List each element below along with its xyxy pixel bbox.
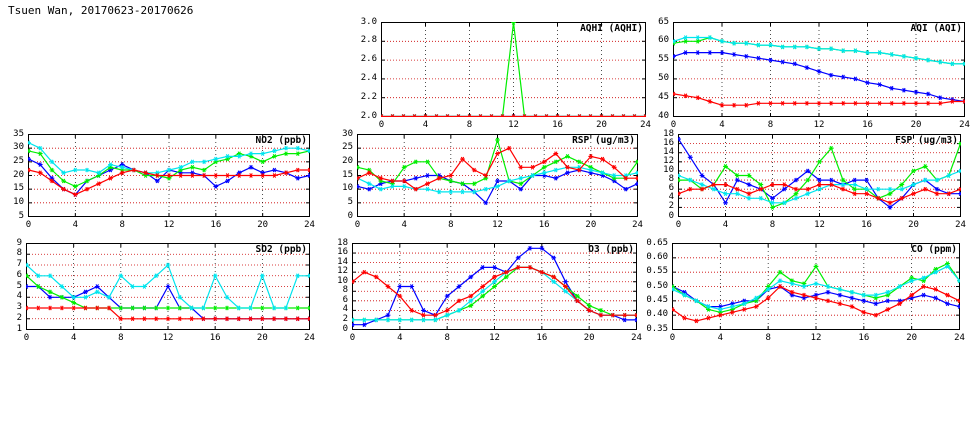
y-tick-label: 2.4 — [360, 72, 377, 83]
y-tick-label: 9 — [16, 237, 22, 248]
x-tick-label: 0 — [670, 120, 677, 130]
y-tick-label: 15 — [342, 169, 353, 180]
y-tick-label: 2.8 — [360, 35, 377, 46]
series-day2 — [678, 142, 961, 210]
y-tick-label: 25 — [13, 155, 24, 166]
y-tick-label: 5 — [347, 196, 353, 207]
plot-canvas — [673, 22, 965, 117]
x-tick-label: 0 — [378, 120, 385, 130]
y-tick-label: 55 — [658, 54, 669, 65]
x-tick-label: 24 — [304, 333, 315, 343]
chart-title: SO2 (ppb) — [255, 244, 307, 255]
y-tick-label: 8 — [16, 248, 22, 259]
x-tick-label: 0 — [354, 220, 361, 230]
x-tick-label: 0 — [349, 333, 356, 343]
y-tick-label: 8 — [668, 174, 674, 185]
y-tick-label: 16 — [337, 247, 348, 258]
y-tick-label: 4 — [16, 291, 22, 302]
x-tick-label: 8 — [466, 120, 473, 130]
y-tick-label: 20 — [13, 169, 24, 180]
x-tick-label: 8 — [444, 333, 450, 343]
x-tick-label: 20 — [583, 333, 595, 343]
y-tick-label: 4 — [668, 192, 674, 203]
y-tick-label: 0.45 — [646, 294, 668, 305]
y-tick-label: 0.55 — [646, 266, 668, 277]
y-tick-label: 0.35 — [646, 323, 668, 334]
y-tick-label: 45 — [658, 91, 669, 102]
x-tick-label: 4 — [401, 220, 407, 230]
x-tick-label: 0 — [23, 333, 30, 343]
chart-title: O3 (ppb) — [588, 244, 634, 255]
y-tick-label: 6 — [342, 294, 348, 305]
y-tick-label: 18 — [337, 237, 348, 248]
x-tick-label: 12 — [163, 220, 175, 230]
x-tick-label: 0 — [25, 220, 32, 230]
y-tick-label: 0.65 — [646, 237, 668, 248]
x-tick-label: 0 — [675, 220, 682, 230]
x-tick-label: 12 — [489, 333, 500, 343]
x-tick-label: 16 — [209, 333, 221, 343]
x-tick-label: 16 — [862, 120, 873, 130]
x-tick-label: 8 — [769, 220, 776, 230]
plot-canvas — [381, 22, 646, 117]
y-tick-label: 35 — [13, 128, 24, 139]
x-tick-label: 20 — [256, 333, 268, 343]
x-tick-label: 8 — [765, 333, 771, 343]
x-tick-label: 16 — [210, 220, 222, 230]
x-tick-label: 24 — [954, 333, 965, 343]
y-tick-label: 2.2 — [360, 91, 377, 102]
x-tick-label: 0 — [669, 333, 676, 343]
x-tick-label: 24 — [632, 220, 643, 230]
y-tick-label: 25 — [342, 142, 353, 153]
y-tick-label: 14 — [337, 256, 348, 267]
chart-so2 — [16, 237, 315, 343]
chart-o3 — [337, 237, 642, 343]
x-tick-label: 4 — [722, 220, 729, 230]
x-tick-label: 20 — [910, 120, 922, 130]
chart-co — [646, 237, 965, 343]
y-tick-label: 0.50 — [646, 280, 668, 291]
y-tick-label: 0 — [342, 323, 348, 334]
x-tick-label: 16 — [538, 220, 550, 230]
x-tick-label: 24 — [631, 333, 642, 343]
series-day4 — [357, 146, 638, 191]
chart-title: RSP (ug/m3) — [572, 135, 635, 146]
y-tick-label: 15 — [13, 183, 24, 194]
y-tick-label: 10 — [663, 164, 674, 175]
chart-no2 — [13, 128, 315, 230]
chart-title: NO2 (ppb) — [255, 135, 307, 146]
plot-canvas — [678, 134, 961, 217]
y-tick-label: 10 — [13, 196, 24, 207]
x-tick-label: 4 — [70, 333, 77, 343]
x-tick-label: 4 — [719, 120, 725, 130]
y-tick-label: 2 — [342, 313, 348, 324]
series-day2 — [352, 265, 637, 322]
chart-title: AQI (AQI) — [910, 23, 962, 34]
series-day1 — [672, 284, 960, 308]
y-tick-label: 20 — [342, 155, 353, 166]
x-tick-label: 16 — [552, 120, 563, 130]
y-tick-label: 65 — [658, 16, 669, 27]
x-tick-label: 4 — [717, 333, 724, 343]
chart-aqhi — [360, 16, 651, 130]
y-tick-label: 14 — [663, 146, 674, 157]
x-tick-label: 4 — [397, 333, 403, 343]
x-tick-label: 24 — [304, 220, 315, 230]
x-tick-label: 20 — [585, 220, 597, 230]
x-tick-label: 20 — [257, 220, 269, 230]
y-tick-label: 10 — [337, 275, 348, 286]
y-tick-label: 18 — [663, 128, 674, 139]
y-tick-label: 0.60 — [646, 251, 668, 262]
y-tick-label: 40 — [658, 110, 669, 121]
y-tick-label: 12 — [663, 155, 674, 166]
plot-canvas — [28, 134, 310, 217]
chart-aqi — [658, 16, 970, 130]
plot-canvas — [352, 243, 637, 330]
y-tick-label: 30 — [13, 142, 24, 153]
y-tick-label: 16 — [663, 137, 674, 148]
y-tick-label: 7 — [16, 259, 22, 269]
y-tick-label: 30 — [342, 128, 353, 139]
x-tick-label: 4 — [72, 220, 79, 230]
x-tick-label: 24 — [955, 220, 966, 230]
x-tick-label: 12 — [508, 120, 519, 130]
x-tick-label: 20 — [908, 220, 919, 230]
series-day3 — [352, 265, 637, 322]
x-tick-label: 16 — [858, 333, 870, 343]
y-tick-label: 0 — [668, 210, 674, 221]
x-tick-label: 16 — [536, 333, 548, 343]
x-tick-label: 4 — [422, 120, 429, 130]
y-tick-label: 2 — [16, 312, 22, 323]
x-tick-label: 12 — [162, 333, 174, 343]
plot-canvas — [672, 243, 960, 330]
x-tick-label: 12 — [810, 333, 822, 343]
y-tick-label: 8 — [342, 285, 348, 296]
x-tick-label: 8 — [118, 333, 124, 343]
series-day4 — [678, 183, 961, 205]
x-tick-label: 8 — [448, 220, 454, 230]
x-tick-label: 8 — [119, 220, 125, 230]
chart-fsp — [663, 128, 966, 230]
x-tick-label: 12 — [492, 220, 503, 230]
chart-title: FSP (ug/m3) — [895, 135, 958, 146]
plot-canvas — [26, 243, 310, 330]
y-tick-label: 0 — [347, 210, 353, 221]
page-title: Tsuen Wan, 20170623-20170626 — [8, 4, 194, 17]
x-tick-label: 8 — [767, 120, 774, 130]
y-tick-label: 5 — [18, 210, 24, 221]
y-tick-label: 1 — [16, 323, 22, 334]
chart-title: CO (ppm) — [911, 244, 957, 255]
y-tick-label: 2.6 — [360, 54, 377, 65]
x-tick-label: 20 — [596, 120, 607, 130]
y-tick-label: 60 — [658, 35, 669, 46]
x-tick-label: 20 — [906, 333, 918, 343]
x-tick-label: 24 — [640, 120, 651, 130]
y-tick-label: 50 — [658, 72, 669, 83]
y-tick-label: 10 — [342, 183, 353, 194]
chart-title: AQHI (AQHI) — [580, 23, 643, 34]
chart-rsp — [342, 128, 643, 230]
y-tick-label: 3.0 — [360, 16, 377, 27]
x-tick-label: 24 — [959, 120, 970, 130]
y-tick-label: 2 — [668, 201, 674, 212]
y-tick-label: 4 — [342, 304, 348, 315]
y-tick-label: 6 — [668, 183, 674, 194]
x-tick-label: 16 — [861, 220, 872, 230]
y-tick-label: 6 — [16, 269, 22, 280]
y-tick-label: 5 — [16, 280, 22, 291]
x-tick-label: 12 — [814, 220, 825, 230]
y-tick-label: 12 — [337, 266, 348, 277]
y-tick-label: 0.40 — [646, 309, 668, 320]
plot-canvas — [357, 134, 638, 217]
y-tick-label: 2.0 — [360, 110, 377, 121]
x-tick-label: 12 — [813, 120, 825, 130]
y-tick-label: 3 — [16, 302, 22, 312]
